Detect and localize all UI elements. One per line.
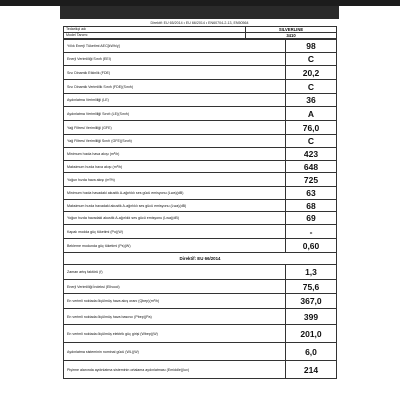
- energy-data-table: [63, 39, 337, 379]
- table-row: [64, 309, 337, 325]
- table-row: [64, 225, 337, 239]
- row-value: 214: [286, 361, 337, 379]
- table-row: [64, 107, 337, 121]
- table-row: [64, 212, 337, 225]
- row-value: 68: [286, 200, 337, 212]
- section-row: [64, 253, 337, 265]
- model-label: Model Tanımı: [64, 33, 246, 39]
- model-value: 3410: [246, 33, 337, 39]
- row-value: 63: [286, 187, 337, 200]
- directive-line: Direktif: EU 65/2014 • EU 66/2014 • EN60704-2-13, EN50564: [150, 21, 249, 25]
- table-row: [64, 135, 337, 148]
- row-label: Yağ Filtresi Verimliliği Sınıfı (GFE)(Sınıfı): [64, 135, 286, 148]
- row-label: En verimli noktada ölçülmüş hava basıncı (Pbep)(Pa): [64, 309, 286, 325]
- row-label: Sıvı Dinamik Etkinlik (FDE): [64, 66, 286, 80]
- row-label: Aydınlatma Verimliliği (LE): [64, 94, 286, 107]
- row-value: 69: [286, 212, 337, 225]
- row-label: Yoğun hızda havadaki akustik A-ağırlıklı ses gücü emisyonu (Lwa)(dB): [64, 212, 286, 225]
- row-label: Enerji Verimliliği Sınıfı (EEI): [64, 53, 286, 66]
- row-value: 75,6: [286, 280, 337, 294]
- table-row: [64, 80, 337, 94]
- table-row: [64, 121, 337, 135]
- row-label: Bekleme modunda güç tüketimi (Ps)(W): [64, 239, 286, 253]
- table-row: [64, 53, 337, 66]
- row-value: A: [286, 107, 337, 121]
- row-value: 201,0: [286, 325, 337, 343]
- row-label: Kapalı modda güç tüketimi (Po)(W): [64, 225, 286, 239]
- datasheet-page: [60, 6, 339, 400]
- row-label: Aydınlatma sisteminin nominal gücü (WL)(W): [64, 343, 286, 361]
- row-label: Zaman artış faktörü (f): [64, 265, 286, 280]
- row-label: Maksimum hızda hava akışı (m³/h): [64, 161, 286, 173]
- row-label: Sıvı Dinamik Verimlilik Sınıfı (FDE)(Sınıfı): [64, 80, 286, 94]
- row-label: En verimli noktada ölçülmüş elektrik güç girişi (Wbep)(W): [64, 325, 286, 343]
- row-label: Minimum hızda hava akışı (m³/h): [64, 148, 286, 161]
- row-label: Minimum hızda havadaki akustik A-ağırlıklı ses gücü emisyonu (Lwa)(dB): [64, 187, 286, 200]
- row-label: En verimli noktada ölçülmüş hava akış oranı (Qbep)(m³/h): [64, 294, 286, 309]
- table-row: [64, 239, 337, 253]
- table-row: [64, 94, 337, 107]
- row-value: C: [286, 135, 337, 148]
- row-value: 20,2: [286, 66, 337, 80]
- table-row: [64, 173, 337, 187]
- row-value: 98: [286, 40, 337, 53]
- row-label: Enerji Verimliliği İndeksi (EIhood): [64, 280, 286, 294]
- section-66-title: Direktif: EU 66/2014: [64, 253, 337, 265]
- row-label: Yağ Filtresi Verimliliği (GFE): [64, 121, 286, 135]
- row-label: Aydınlatma Verimliliği Sınıfı (LE)(Sınıfı): [64, 107, 286, 121]
- row-value: 0,60: [286, 239, 337, 253]
- row-value: C: [286, 80, 337, 94]
- row-label: Pişirme alanında aydınlatma sisteminin ortalama aydınlatması (Emiddle)(lux): [64, 361, 286, 379]
- row-value: -: [286, 225, 337, 239]
- supplier-info-table: [63, 26, 337, 39]
- row-value: C: [286, 53, 337, 66]
- row-value: 36: [286, 94, 337, 107]
- table-row: [64, 325, 337, 343]
- table-row: [64, 361, 337, 379]
- row-value: 399: [286, 309, 337, 325]
- row-value: 648: [286, 161, 337, 173]
- row-label: Maksimum hızda havadaki akustik A-ağırlıklı ses gücü emisyonu (Lwa)(dB): [64, 200, 286, 212]
- row-value: 76,0: [286, 121, 337, 135]
- table-row: [64, 66, 337, 80]
- row-label: Yoğun hızda hava akışı (m³/h): [64, 173, 286, 187]
- row-value: 725: [286, 173, 337, 187]
- table-row: [64, 265, 337, 280]
- table-row: [64, 187, 337, 200]
- model-row: [64, 33, 337, 39]
- table-row: [64, 148, 337, 161]
- row-value: 1,3: [286, 265, 337, 280]
- table-row: [64, 40, 337, 53]
- row-value: 367,0: [286, 294, 337, 309]
- table-row: [64, 294, 337, 309]
- supplier-value: SILVERLINE: [246, 27, 337, 33]
- table-row: [64, 280, 337, 294]
- row-label: Yıllık Enerji Tüketimi AEC[kWh/y]: [64, 40, 286, 53]
- table-row: [64, 343, 337, 361]
- page-header-band: [60, 6, 339, 19]
- row-value: 423: [286, 148, 337, 161]
- row-value: 6,0: [286, 343, 337, 361]
- table-row: [64, 200, 337, 212]
- supplier-label: Tedarikçi adı: [64, 27, 246, 33]
- table-row: [64, 161, 337, 173]
